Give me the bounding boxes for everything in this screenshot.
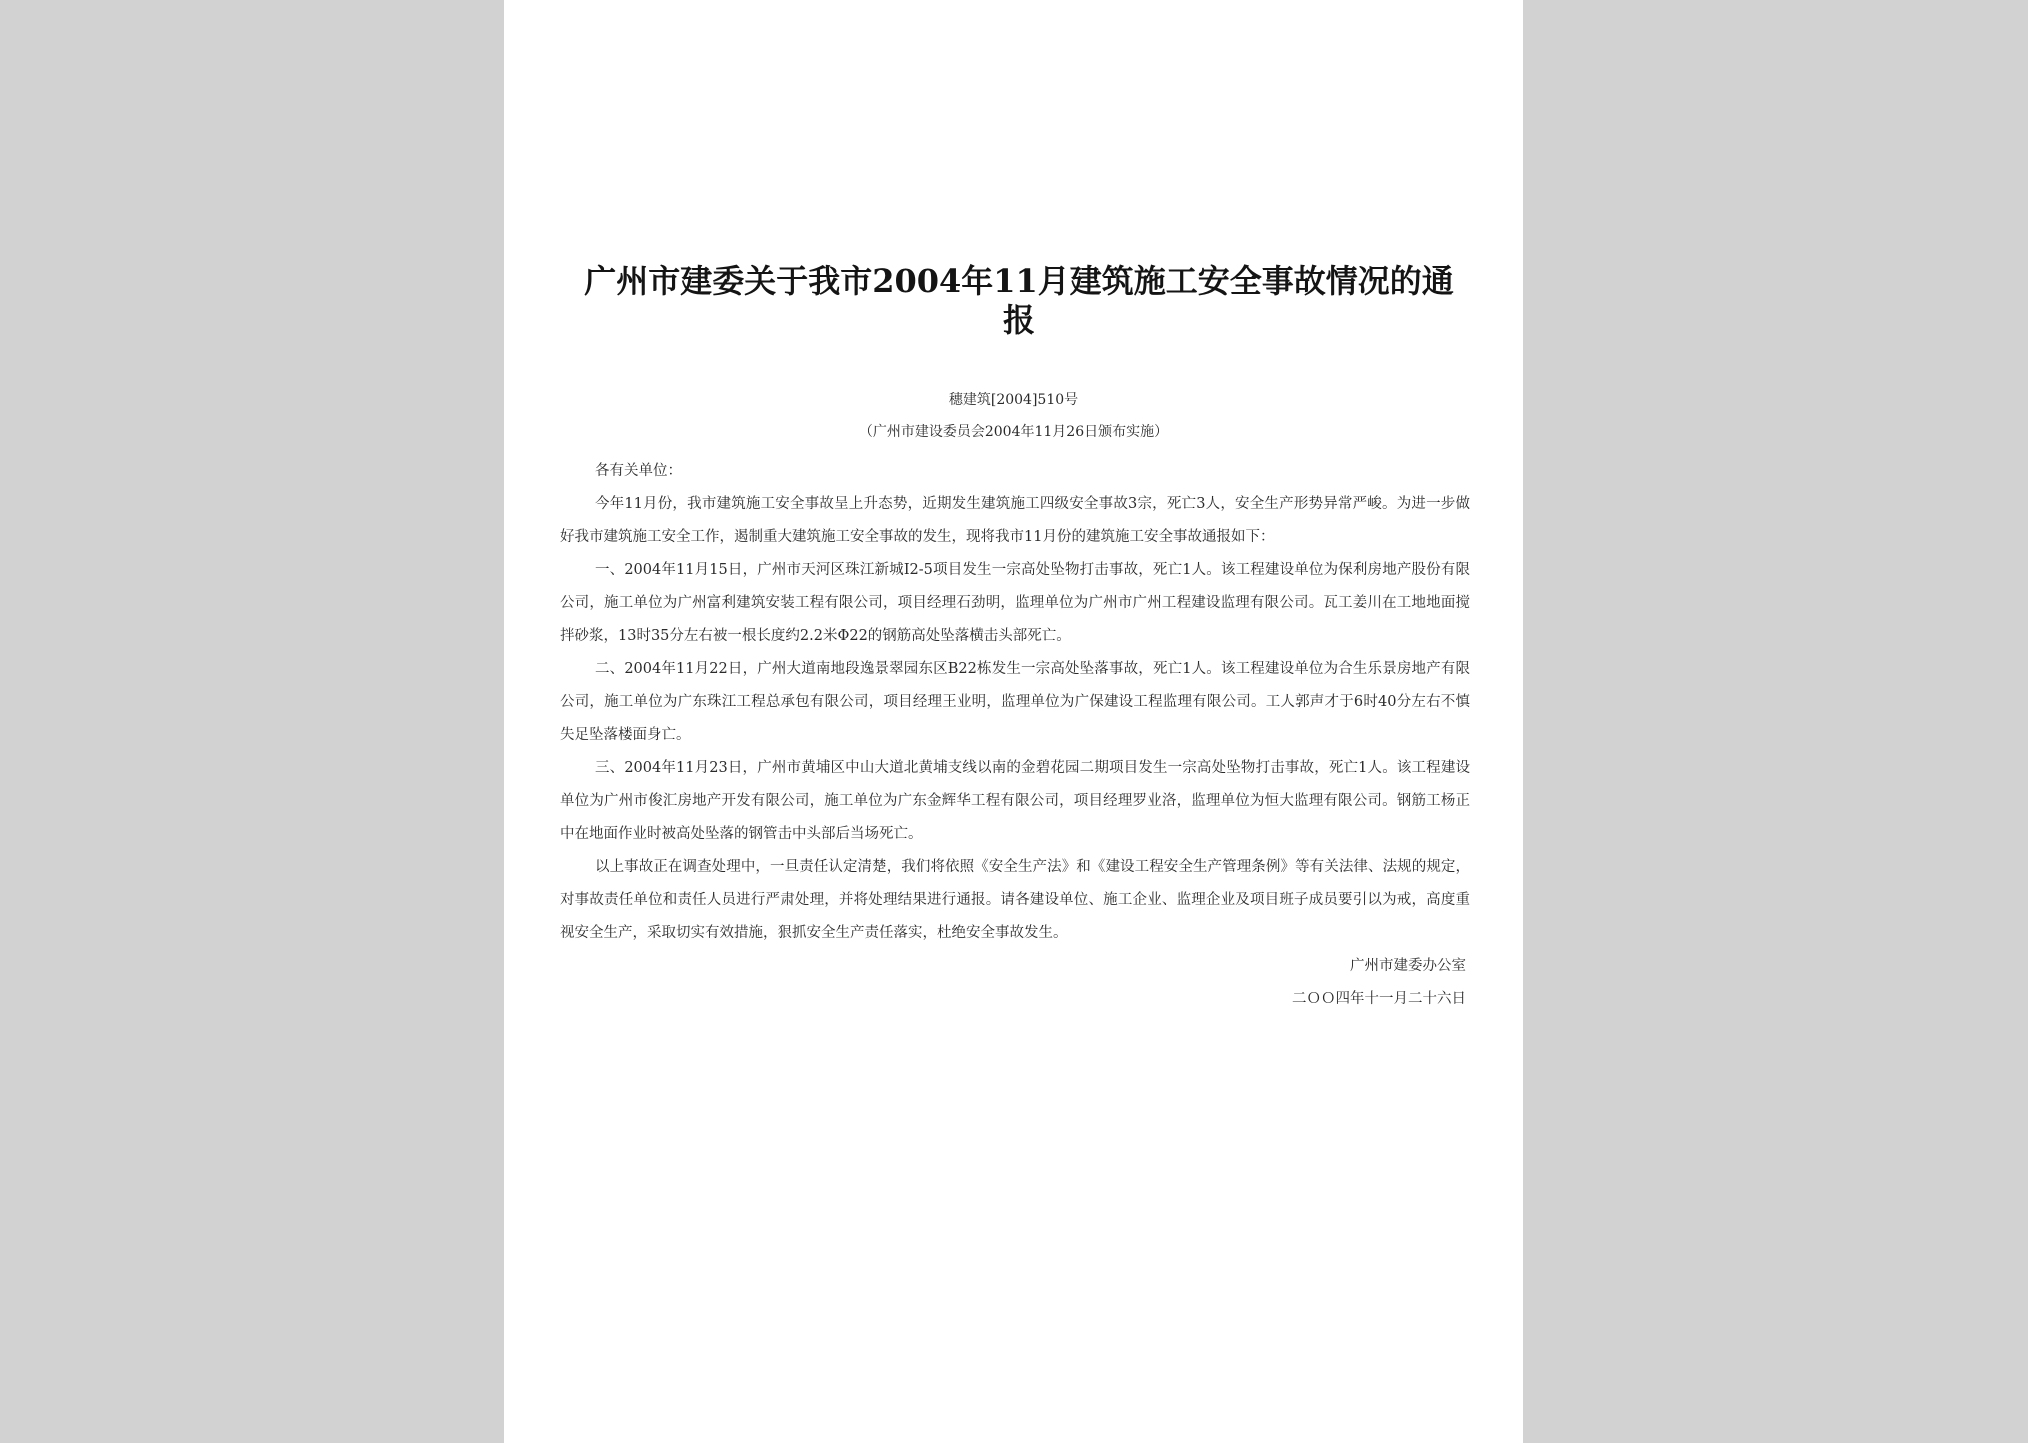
document-page [504,0,1523,1443]
signature: 广州市建委办公室 [1350,958,1466,974]
paragraph-incident-1: 一、2004年11月15日，广州市天河区珠江新城I2-5项目发生一宗高处坠物打击事故，死亡1人。该工程建设单位为保利房地产股份有限公司，施工单位为广州富利建筑安装工程有限公司，项目经理石劲明，监理单位为广州市广州工程建设监理有限公司。瓦工姜川在工地地面搅拌砂浆，13时35分左右被一根长度约2.2米Φ22的钢筋高处坠落横击头部死亡。 [560,562,1470,644]
salutation: 各有关单位： [595,463,682,479]
document-body [560,455,1470,1016]
paragraph-intro: 今年11月份，我市建筑施工安全事故呈上升态势，近期发生建筑施工四级安全事故3宗，死亡3人，安全生产形势异常严峻。为进一步做好我市建筑施工安全工作，遏制重大建筑施工安全事故的发生，现将我市11月份的建筑施工安全事故通报如下： [560,496,1470,545]
document-number: 穗建筑[2004]510号 [948,392,1079,408]
paragraph-incident-3: 三、2004年11月23日，广州市黄埔区中山大道北黄埔支线以南的金碧花园二期项目发生一宗高处坠物打击事故，死亡1人。该工程建设单位为广州市俊汇房地产开发有限公司，施工单位为广东金辉华工程有限公司，项目经理罗业洛，监理单位为恒大监理有限公司。钢筋工杨正中在地面作业时被高处坠落的钢管击中头部后当场死亡。 [560,760,1470,842]
document-date: 二ＯＯ四年十一月二十六日 [1292,991,1466,1007]
paragraph-conclusion: 以上事故正在调查处理中，一旦责任认定清楚，我们将依照《安全生产法》和《建设工程安全生产管理条例》等有关法律、法规的规定，对事故责任单位和责任人员进行严肃处理，并将处理结果进行通报。请各建设单位、施工企业、监理企业及项目班子成员要引以为戒，高度重视安全生产，采取切实有效措施，狠抓安全生产责任落实，杜绝安全事故发生。 [560,859,1470,941]
document-title: 广州市建委关于我市2004年11月建筑施工安全事故情况的通报 [584,262,1454,339]
issued-note: （广州市建设委员会2004年11月26日颁布实施） [858,424,1169,440]
paragraph-incident-2: 二、2004年11月22日，广州大道南地段逸景翠园东区B22栋发生一宗高处坠落事故，死亡1人。该工程建设单位为合生乐景房地产有限公司，施工单位为广东珠江工程总承包有限公司，项目经理王业明，监理单位为广保建设工程监理有限公司。工人郭声才于6时40分左右不慎失足坠落楼面身亡。 [560,661,1470,743]
